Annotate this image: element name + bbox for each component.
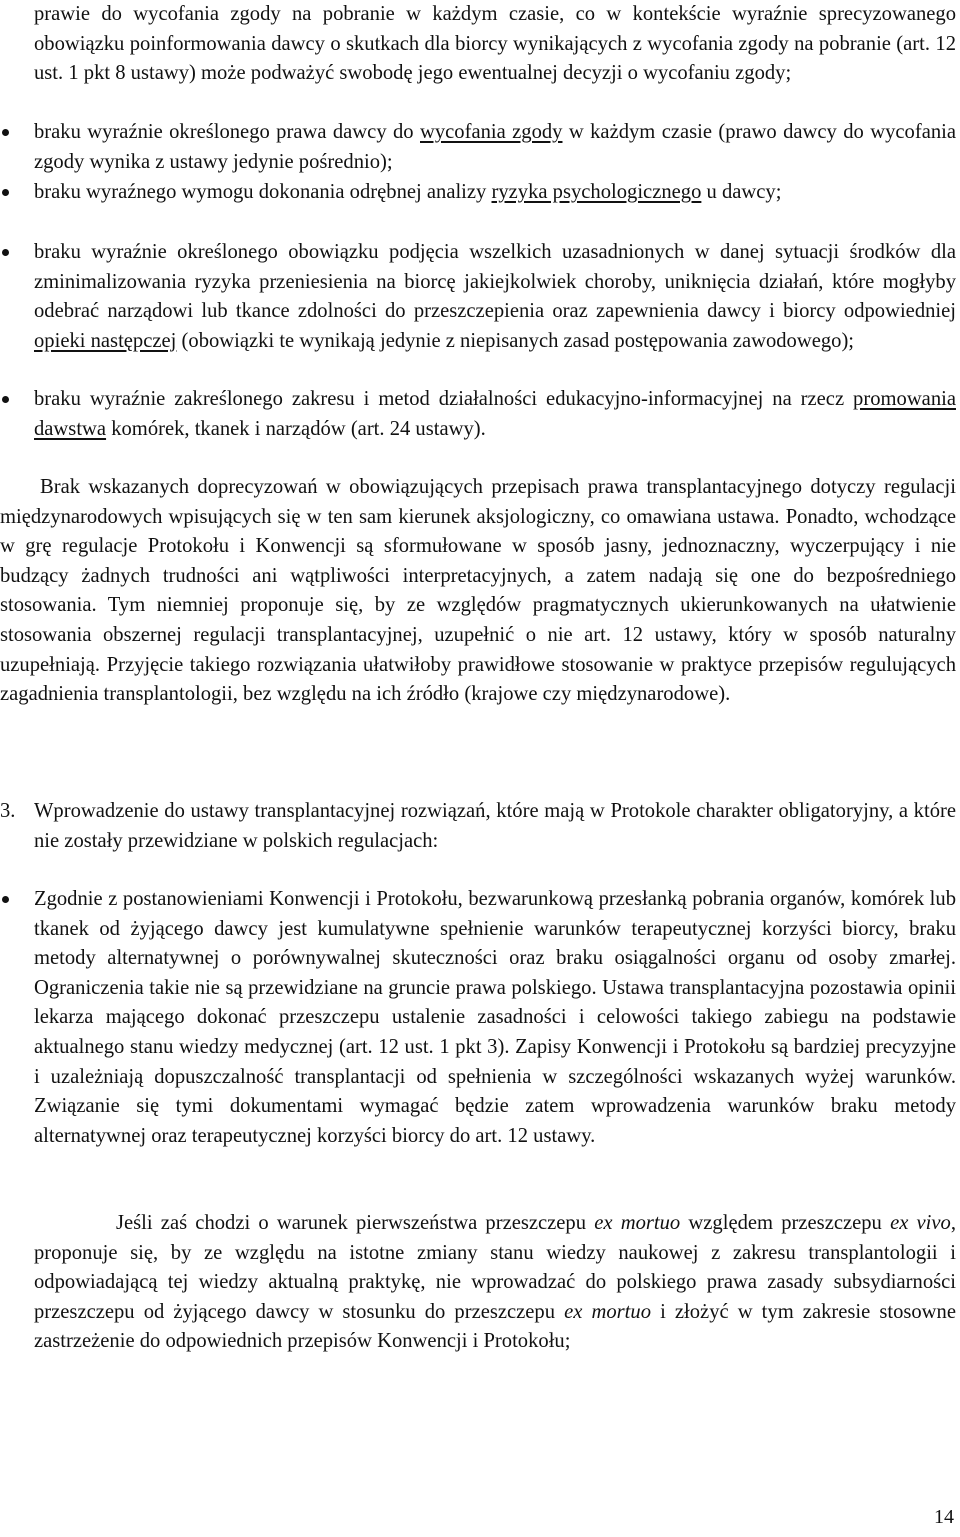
section-number: 3.: [0, 800, 16, 822]
latin-term: ex mortuo: [564, 1300, 651, 1323]
latin-term: ex mortuo: [594, 1212, 681, 1234]
bullet-text: braku wyraźnie określonego prawa dawcy do: [34, 121, 420, 143]
bullet-text: u dawcy;: [701, 181, 782, 203]
body-paragraph: Brak wskazanych doprecyzowań w obowiązujących przepisach prawa transplantacyjnego dotyczy regulacji międzynarodowych wpisujących się w ten sam kierunek aksjologiczny, co omawiana ustawa. Ponadto, wchodzące w grę regulacje Protokołu i Konwencji są sformułowane w sposób jasny, jednoznaczny, wyczerpujący i nie budzący żadnych trudności ani wątpliwości interpretacyjnych, a zatem nadają się one do bezpośredniego stosowania. Tym niemniej proponuje się, by ze względów pragmatycznych ukierunkowanych na ułatwienie stosowania obszernej regulacji transplantacyjnej, uzupełnić o nie art. 12 ustawy, który w sposób naturalny uzupełniają. Przyjęcie takiego rozwiązania ułatwiłoby prawidłowe stosowanie w praktyce przepisów regulujących zagadnienia transplantologii, bez względu na ich źródło (krajowe czy międzynarodowe).: [0, 476, 956, 706]
section-heading: Wprowadzenie do ustawy transplantacyjnej rozwiązań, które mają w Protokole charakter obligatoryjny, a które nie zostały przewidziane w polskich regulacjach:: [34, 800, 956, 852]
body-paragraph: Jeśli zaś chodzi o warunek pierwszeństwa przeszczepu ex mortuo względem przeszczepu ex vivo, proponuje się, by ze względu na istotne zmiany stanu wiedzy naukowej z zakresu transplantologii i odpowiadającą tej wiedzy aktualną praktykę, nie wprowadzać do polskiego prawa zasady subsydiarności przeszczepu od żyjącego dawcy w stosunku do przeszczepu ex mortuo i złożyć w tym zakresie stosowne zastrzeżenie do odpowiednich przepisów Konwencji i Protokołu;: [34, 1212, 956, 1353]
bullet-text: braku wyraźnie zakreślonego zakresu i metod działalności edukacyjno-informacyjnej na rzecz: [34, 388, 854, 410]
bullet-text: w każdym czasie (prawo dawcy do wycofania zgody wynika z ustawy jedynie pośrednio);: [34, 121, 956, 173]
bullet-text: (obowiązki te wynikają jedynie z niepisanych zasad postępowania zawodowego);: [176, 329, 855, 352]
bullet-text: braku wyraźnego wymogu dokonania odrębnej analizy: [34, 181, 492, 203]
page-number: 14: [934, 1506, 954, 1528]
latin-term: ex vivo: [890, 1212, 951, 1234]
underlined-term: promowania dawstwa: [34, 388, 956, 440]
underlined-term: wycofania zgody: [420, 121, 563, 143]
bullet-text: braku wyraźnie określonego obowiązku podjęcia wszelkich uzasadnionych w danej sytuacji środków dla zminimalizowania ryzyka przeniesienia na biorcę jakiejkolwiek choroby, uniknięcia działań, które mogłyby odebrać narządowi lub tkance zdolności do przeszczepienia oraz zapewnienia dawcy i biorcy odpowiedniej: [34, 241, 956, 323]
continued-paragraph: prawie do wycofania zgody na pobranie w każdym czasie, co w kontekście wyraźnie sprecyzowanego obowiązku poinformowania dawcy o skutkach dla biorcy wynikających z wycofania zgody na pobranie (art. 12 ust. 1 pkt 8 ustawy) może podważyć swobodę jego ewentualnej decyzji o wycofaniu zgody;: [34, 3, 956, 85]
underlined-term: ryzyka psychologicznego: [491, 181, 702, 203]
underlined-term: opieki następczej: [34, 329, 177, 352]
bullet-text: komórek, tkanek i narządów (art. 24 ustawy).: [106, 417, 486, 440]
bullet-text: Zgodnie z postanowieniami Konwencji i Protokołu, bezwarunkową przesłanką pobrania organów, komórek lub tkanek od żyjącego dawcy jest kumulatywne spełnienie warunków terapeutycznej korzyści biorcy, braku metody alternatywnej o porównywalnej skuteczności oraz braku osiągalności organu od osoby zmarłej. Ograniczenia takie nie są przewidziane na gruncie prawa polskiego. Ustawa transplantacyjna pozostawia opinii lekarza mającego dokonać przeszczepu ustalenie zasadności i celowości takiego zabiegu na podstawie aktualnego stanu wiedzy medycznej (art. 12 ust. 1 pkt 3). Zapisy Konwencji i Protokołu są bardziej precyzyjne i uzależniają dopuszczalność transplantacji od spełnienia w szczególności wskazanych wyżej warunków. Związanie się tymi dokumentami wymagać będzie zatem wprowadzenia warunków braku metody alternatywnej oraz terapeutycznej korzyści biorcy do art. 12 ustawy.: [34, 888, 956, 1147]
